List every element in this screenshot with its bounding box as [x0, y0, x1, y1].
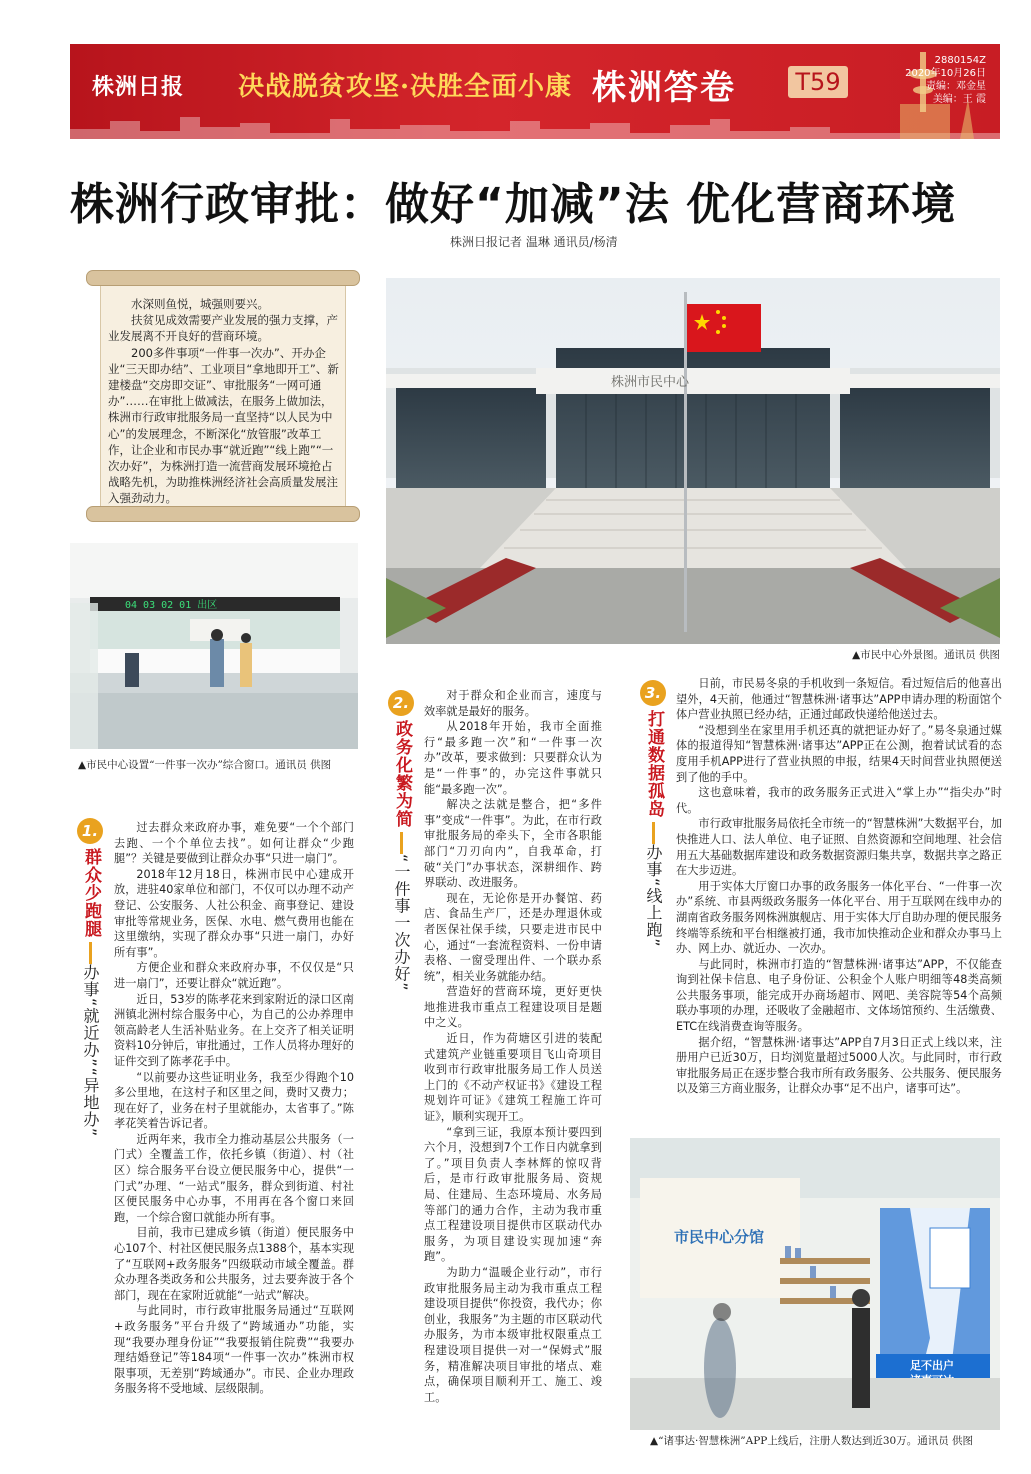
- article-paragraph: 解决之法就是整合，把“多件事”变成“一件事”。为此，在市行政审批服务局的牵头下，全市各职能部门“刀刃向内”，自我革命，打破“关门”办事状态，深耕细作、跨界联动、改进服务。: [424, 798, 602, 890]
- article-paragraph: 2018年12月18日，株洲市民中心建成开放，进驻40家单位和部门，不仅可以办理不动产登记、公安服务、人社公积金、商事登记、建设审批等常规业务，医保、水电、燃气费用也能在这里缴纳，实现了群众办事“只进一扇门，办好所有事”。: [114, 867, 354, 959]
- section-number-badge: 3.: [640, 680, 666, 706]
- section-1-heading: [77, 818, 103, 1137]
- article-paragraph: 为助力“温暖企业行动”，市行政审批服务局主动为我市重点工程建设项目提供“你投资，我代办；你创业，我服务”为主题的市区联动代办服务，为市本级审批权限重点工程建设项目提供一对一“保姆式”服务，精准解决项目审批的堵点、难点，确保项目顺利开工、施工、竣工。: [424, 1265, 602, 1404]
- article-paragraph: 营造好的营商环境，更好更快地推进我市重点工程建设项目是题中之义。: [424, 985, 602, 1030]
- section-subtitle: 办事“线上跑”: [644, 844, 663, 948]
- article-paragraph: 近两年来，我市全力推动基层公共服务（一门式）全覆盖工作，依托乡镇（街道）、村（社区）综合服务平台设立便民服务中心，提供“一门式”办理、“一站式”服务，群众到街道、村社区便民服务中心办事，不用再在各个窗口来回跑，一个综合窗口就能办所有事。: [114, 1132, 354, 1224]
- intro-paragraph: 水深则鱼悦，城强则要兴。: [131, 297, 269, 311]
- section-2-body: [424, 688, 602, 1405]
- civic-center-photo: [386, 278, 1000, 644]
- service-window-illustration: [70, 543, 358, 749]
- article-paragraph: 从2018年开始，我市全面推行“最多跑一次”和“一件事一次办”改革，要求做到：只要群众认为是“一件事”的，办完这件事就只能“最多跑一次”。: [424, 720, 602, 796]
- masthead-meta: [905, 54, 986, 106]
- issue-code: 2880154Z: [934, 55, 986, 66]
- article-paragraph: “拿到三证，我原本预计要四到六个月，没想到7个工作日内就拿到了。”项目负责人李林辉的惊叹背后，是市行政审批服务局、资规局、住建局、生态环境局、水务局等部门的通力合作，主动为我市重点工程建设项目提供市区联动代办服务，为项目建设实现加速“奔跑”。: [424, 1125, 602, 1264]
- section-1-body: [114, 820, 354, 1397]
- issue-date: 2020年10月26日: [905, 68, 986, 79]
- article-paragraph: 与此同时，市行政审批服务局通过“互联网+政务服务”平台升级了“跨域通办”功能，实现“我要办理身份证”“我要报销住院费”“我要办理结婚登记”等184项“一件事一次办”株洲市权限事项，无差别“跨域通办”。市民、企业办理政务服务将不受地域、层级限制。: [114, 1304, 354, 1396]
- app-hall-caption: ▲“诸事达·智慧株洲”APP上线后，注册人数达到近30万。通讯员 供图: [650, 1435, 974, 1447]
- article-paragraph: 日前，市民易冬泉的手机收到一条短信。看过短信后的他喜出望外，4天前，他通过“智慧株洲·诸事达”APP申请办理的粉面馆个体户营业执照已经办结，正通过邮政快递给他送过去。: [676, 677, 1002, 722]
- section-number-badge: 2.: [388, 690, 414, 716]
- app-hall-photo: [630, 1138, 1000, 1430]
- building-photo-caption: ▲市民中心外景图。通讯员 供图: [852, 649, 1000, 661]
- masthead-slogan: 决战脱贫攻坚·决胜全面小康: [238, 72, 573, 102]
- article-paragraph: 市行政审批服务局依托全市统一的“智慧株洲”大数据平台，加快推进人口、法人单位、电子证照、自然资源和空间地理、社会信用五大基础数据库建设和政务数据资源归集共享，数据共享之路正在大步迈进。: [676, 817, 1002, 878]
- section-3-heading: [640, 680, 666, 948]
- article-paragraph: 据介绍，“智慧株洲·诸事达”APP自7月3日正式上线以来，注册用户已近30万，日均浏览量超过5000人次。与此同时，市行政审批服务局正在逐步整合我市所有政务服务、公共服务、便民服务以及第三方商业服务，让群众办事“足不出户，诸事可达”。: [676, 1035, 1002, 1096]
- led-display-text: 04 03 02 01 出区: [125, 600, 218, 611]
- article-paragraph: 现在，无论你是开办餐馆、药店、食品生产厂，还是办理退休或者医保社保手续，只要走进市民中心，通过“一套流程资料、一份申请表格、一窗受理出件、一个联办系统”，相关业务就能办结。: [424, 891, 602, 983]
- section-title: 打通数据孤岛: [644, 710, 664, 818]
- masthead-banner: [70, 44, 1000, 139]
- special-title: 株洲答卷: [592, 68, 736, 108]
- designer-credit: 美编：王 霞: [932, 94, 986, 105]
- building-sign-text: 株洲市民中心: [611, 375, 690, 390]
- article-paragraph: 用于实体大厅窗口办事的政务服务一体化平台、“一件事一次办”系统、市县两级政务服务一体化平台、用于互联网在线申办的湖南省政务服务网株洲旗舰店、用于实体大厅自助办理的便民服务终端等系统和平台相继被打通，我市加快推动企业和群众办事马上办、网上办、就近办、一次办。: [676, 879, 1002, 956]
- section-divider: [400, 832, 403, 854]
- scroll-rod-top: [86, 270, 360, 286]
- section-title: 政务化繁为简: [392, 720, 412, 828]
- section-subtitle: “一件事一次办好”: [392, 854, 411, 992]
- article-paragraph: 近日，53岁的陈孝花来到家附近的渌口区南洲镇北洲村综合服务中心，为自己的公办养理申领高龄老人生活补贴业务。在上交齐了相关证明资料10分钟后，审批通过，工作人员将办理好的证件交到了陈孝花手中。: [114, 992, 354, 1068]
- article-paragraph: 近日，作为荷塘区引进的装配式建筑产业链重要项目飞山奇项目收到市行政审批服务局工作人员送上门的《不动产权证书》《建设工程规划许可证》《建筑工程施工许可证》，顺利实现开工。: [424, 1032, 602, 1124]
- section-2-heading: [388, 690, 414, 992]
- hall-sign-text: 市民中心分馆: [674, 1228, 765, 1246]
- app-hall-illustration: [630, 1138, 1000, 1430]
- editor-credit: 责编：邓金星: [926, 81, 986, 92]
- article-paragraph: 目前，我市已建成乡镇（街道）便民服务中心107个、村社区便民服务点1388个，基本实现了“互联网+政务服务”四级联动市域全覆盖。群众办理各类政务和公共服务，过去要奔波于各个部门，现在在家附近就能“一站式”解决。: [114, 1226, 355, 1302]
- article-paragraph: “以前要办这些证明业务，我至少得跑个10多公里地，在这村子和区里之间，费时又费力；现在好了，业务在村子里就能办，太省事了。”陈孝花笑着告诉记者。: [114, 1070, 354, 1131]
- article-byline: 株洲日报记者 温琳 通讯员/杨清: [450, 235, 618, 249]
- intro-text: [108, 296, 340, 507]
- service-window-caption: ▲市民中心设置“一件事一次办”综合窗口。通讯员 供图: [78, 759, 332, 771]
- intro-paragraph: 200多件事项“一件事一次办”、开办企业“三天即办结”、工业项目“拿地即开工”、新建楼盘“交房即交证”、审批服务“一网可通办”……在审批上做减法，在服务上做加法，株洲市行政审批服务局一直坚持“以人民为中心”的发展理念，不断深化“放管服”改革工作，让企业和市民办事“就近跑”“线上跑”“一次办好”，为株洲打造一流营商发展环境抢占战略先机，为助推株洲经济社会高质量发展注入强劲动力。: [108, 345, 339, 506]
- civic-center-illustration: [386, 278, 1000, 644]
- section-divider: [652, 822, 655, 844]
- section-number-badge: 1.: [77, 818, 103, 844]
- newspaper-logo: 株洲日报: [92, 74, 185, 100]
- article-paragraph: 这也意味着，我市的政务服务正式进入“掌上办”“指尖办”时代。: [676, 786, 1002, 815]
- article-headline: 株洲行政审批：做好“加减”法 优化营商环境: [70, 179, 957, 230]
- service-window-photo: [70, 543, 358, 749]
- app-slogan-line-1: 足不出户: [910, 1359, 954, 1372]
- section-subtitle: 办事“就近办”“异地办”: [81, 964, 100, 1138]
- article-paragraph: 过去群众来政府办事，难免要“一个个部门去跑、一个个单位去找”。如何让群众“少跑腿”？关键是要做到让群众办事“只进一扇门”。: [114, 821, 354, 866]
- section-title: 群众少跑腿: [81, 848, 101, 938]
- section-3-body: [676, 676, 1002, 1097]
- article-paragraph: 对于群众和企业而言，速度与效率就是最好的服务。: [424, 689, 602, 718]
- article-paragraph: 方便企业和群众来政府办事，不仅仅是“只进一扇门”，还要让群众“就近跑”。: [114, 961, 354, 990]
- article-paragraph: 与此同时，株洲市打造的“智慧株洲·诸事达”APP，不仅能查询到社保卡信息、电子身份证、公积金个人账户明细等48类高频公共服务事项，能完成开办商场超市、网吧、美容院等54个高频联办事项的办理，还吸收了金融超市、文体场馆预约、生活缴费、ETC在线消费查询等服务。: [676, 957, 1002, 1034]
- article-paragraph: “没想到坐在家里用手机还真的就把证办好了。”易冬泉通过媒体的报道得知“智慧株洲·诸事达”APP正在公测，抱着试试看的态度用手机APP进行了营业执照的申报，结果4天时间营业执照便送到了他的手中。: [676, 723, 1002, 784]
- scroll-rod-bottom: [86, 506, 360, 522]
- section-divider: [89, 942, 92, 964]
- page-number-badge: T59: [788, 66, 848, 98]
- intro-paragraph: 扶贫见成效需要产业发展的强力支撑，产业发展离不开良好的营商环境。: [108, 313, 338, 344]
